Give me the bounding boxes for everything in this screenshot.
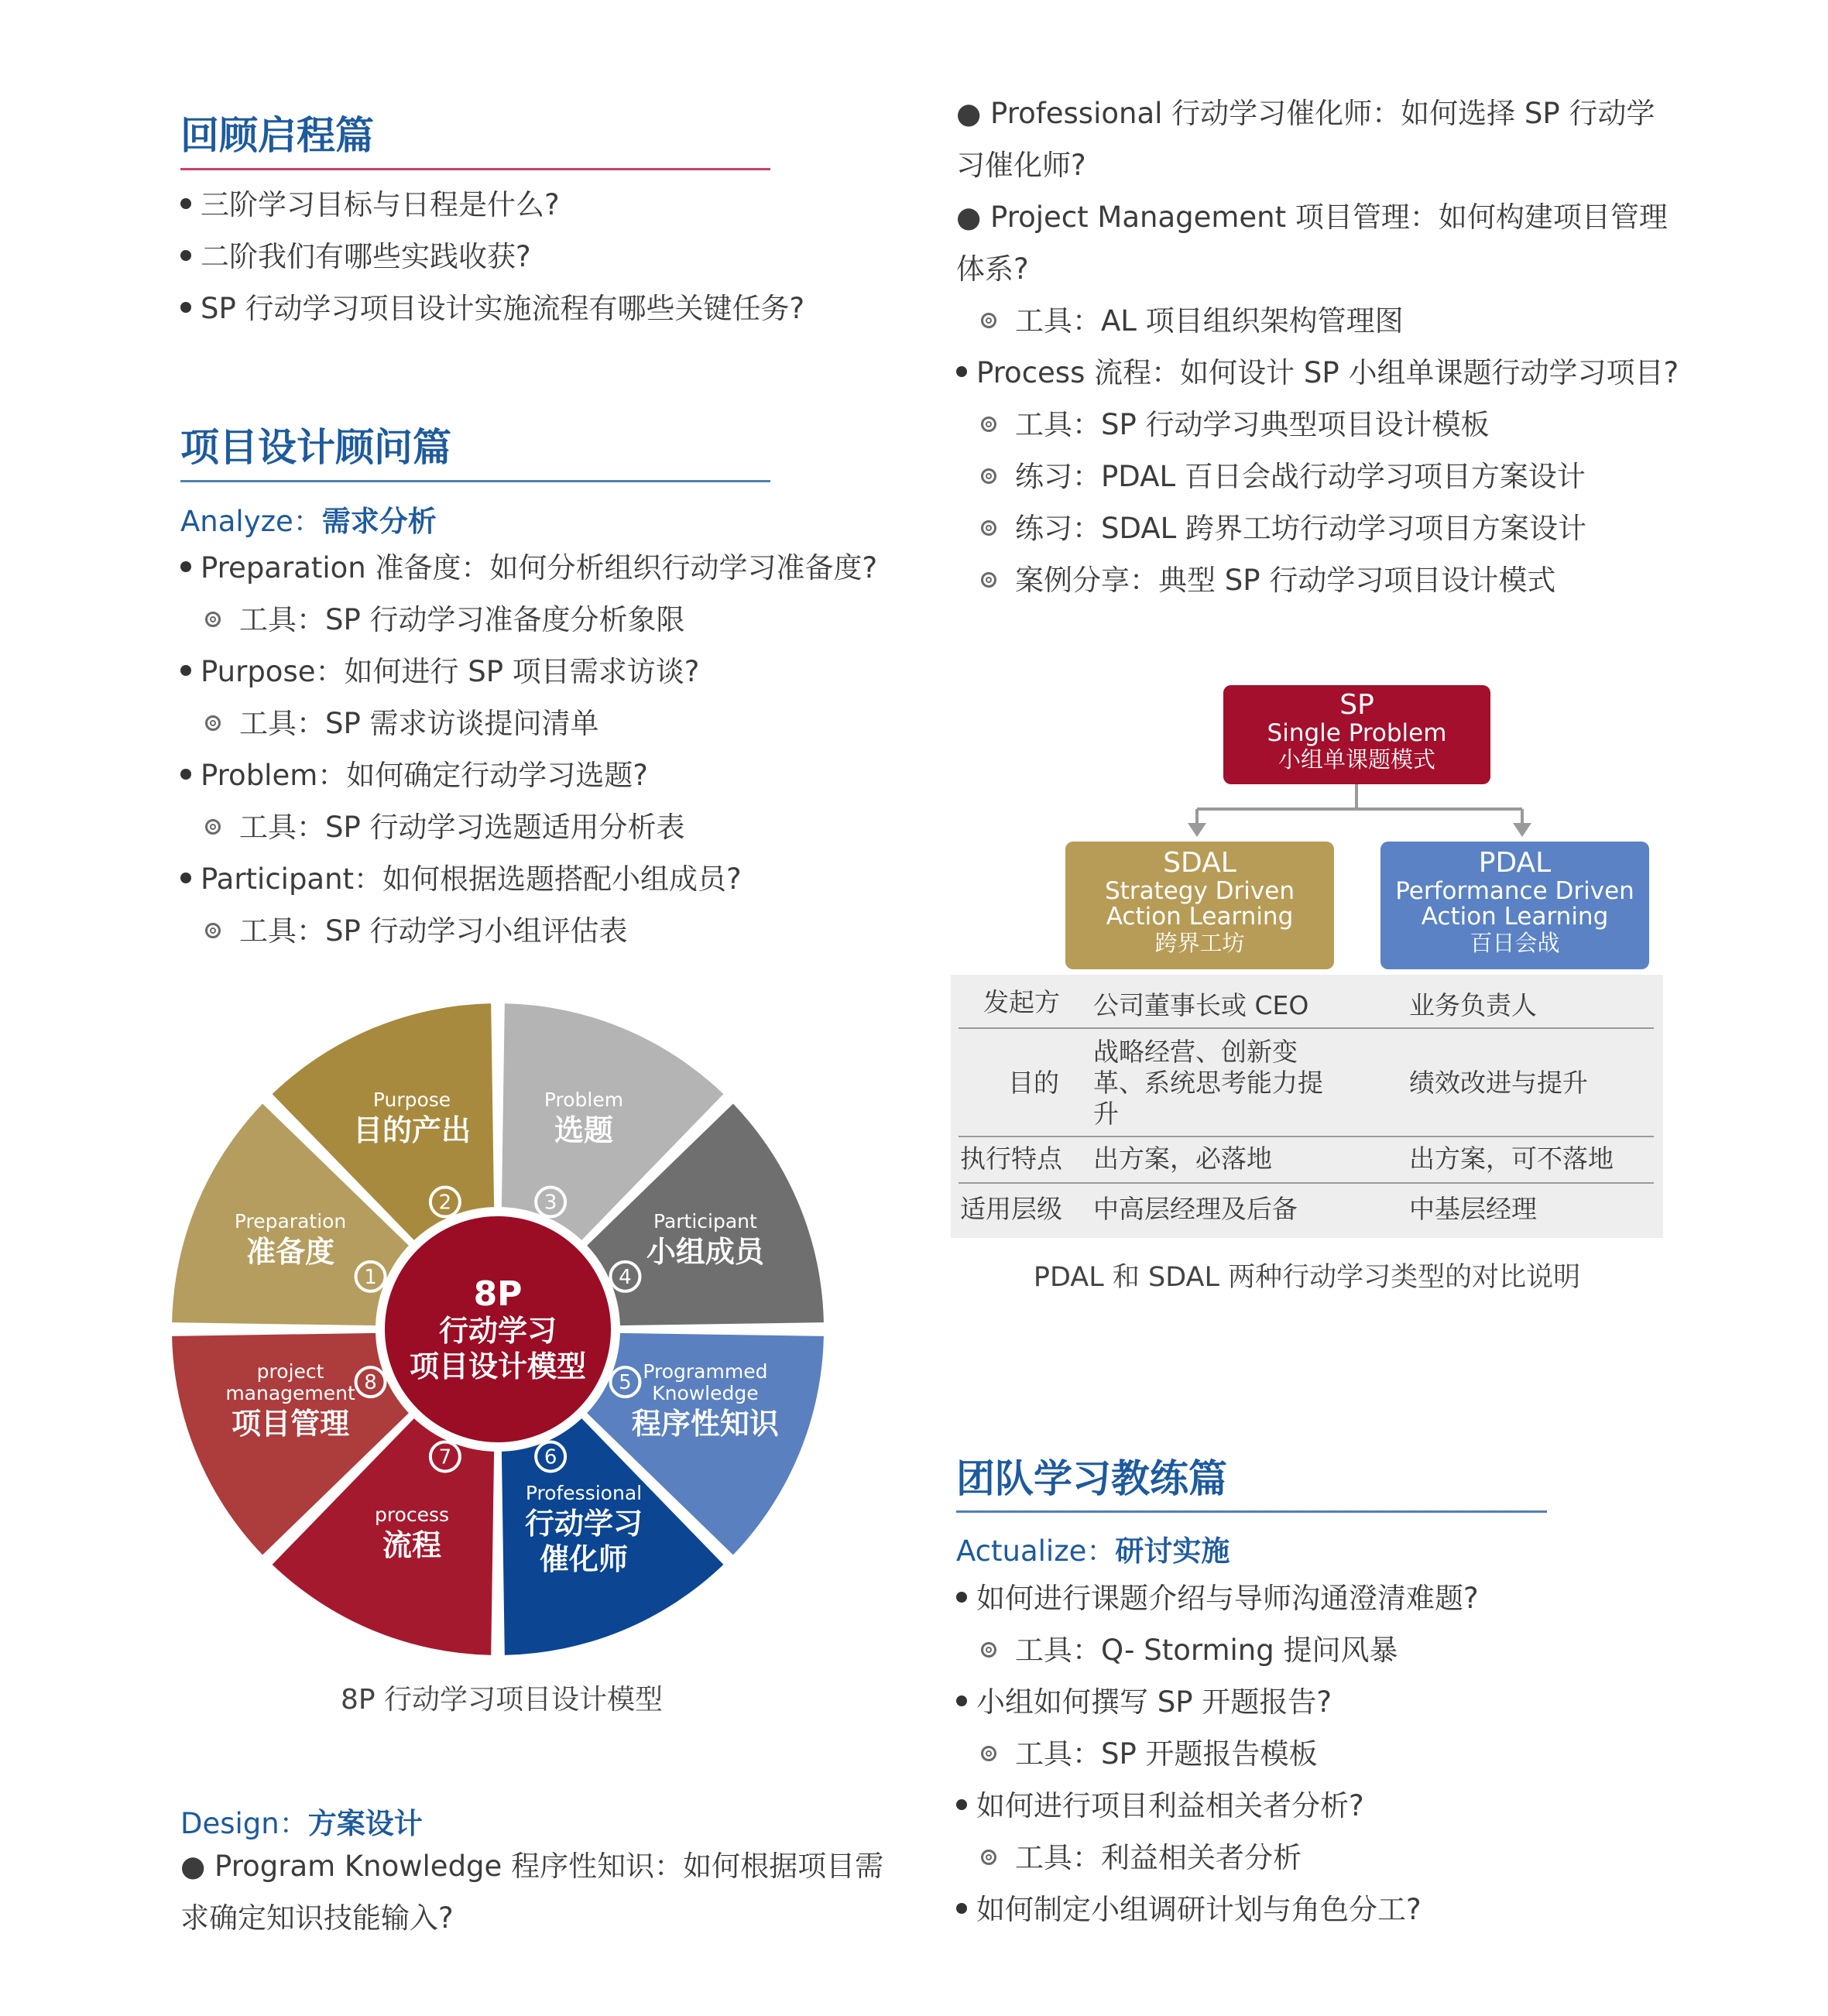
wheel-segment-title: 选题 — [554, 1113, 613, 1148]
bullet-icon — [956, 1695, 967, 1706]
wheel-center-line3: 项目设计模型 — [409, 1349, 587, 1383]
wheel-number: 8 — [364, 1371, 377, 1395]
double-circle-icon — [205, 819, 221, 835]
double-circle-icon — [981, 468, 996, 484]
tool-item: 工具：SP 开题报告模板 — [981, 1736, 1318, 1773]
wheel-segment-subtitle: Participant — [653, 1210, 757, 1233]
wheel-caption: 8P 行动学习项目设计模型 — [340, 1684, 664, 1716]
wheel-segment-subtitle: Professional — [525, 1481, 643, 1504]
wheel-number: 1 — [364, 1265, 377, 1289]
table-row-label: 发起方 — [983, 987, 1060, 1017]
list-item: 如何制定小组调研计划与角色分工? — [956, 1891, 1422, 1929]
bullet-icon — [180, 198, 191, 209]
bullet-icon — [956, 1592, 967, 1603]
design-item: ● Program Knowledge 程序性知识：如何根据项目需求确定知识技能输入? — [180, 1850, 884, 1935]
bullet-icon — [956, 366, 967, 377]
wheel-segment-title: 行动学习 — [524, 1506, 643, 1541]
sp-box: SP Single Problem 小组单课题模式 — [1223, 685, 1490, 784]
table-divider — [959, 1027, 1654, 1029]
bullet-icon — [956, 1903, 967, 1914]
table-cell: 业务负责人 — [1409, 990, 1537, 1020]
wheel-segment-title: 项目管理 — [232, 1406, 350, 1441]
bullet-icon — [180, 250, 191, 261]
wheel-number: 6 — [544, 1445, 557, 1469]
subsection-design: Design：方案设计 — [180, 1807, 423, 1840]
tool-item: 工具：SP 行动学习典型项目设计模板 — [981, 406, 1490, 444]
table-divider — [959, 1136, 1654, 1137]
list-item: Preparation 准备度：如何分析组织行动学习准备度? — [180, 550, 877, 587]
double-circle-icon — [981, 313, 996, 328]
double-circle-icon — [205, 923, 221, 938]
section-divider — [180, 480, 770, 482]
bullet-icon — [180, 873, 191, 883]
double-circle-icon — [981, 417, 996, 432]
table-cell: 战略经营、创新变革、系统思考能力提升 — [1093, 1037, 1323, 1129]
list-item: 小组如何撰写 SP 开题报告? — [956, 1684, 1332, 1721]
section-divider — [180, 168, 770, 170]
wheel-segment-subtitle: process — [374, 1503, 450, 1526]
wheel-segment-subtitle: management — [225, 1381, 355, 1404]
list-item: 三阶学习目标与日程是什么? — [180, 187, 560, 224]
list-item: ● Project Management 项目管理：如何构建项目管理体系? — [956, 201, 1668, 286]
pdal-box: PDAL Performance Driven Action Learning 百日会战 — [1380, 842, 1649, 969]
bullet-icon — [180, 665, 191, 676]
wheel-center-line1: 8P — [473, 1274, 523, 1314]
bullet-icon — [180, 302, 191, 313]
subsection-analyze: Analyze：需求分析 — [180, 505, 437, 538]
list-item: SP 行动学习项目设计实施流程有哪些关键任务? — [180, 290, 804, 327]
double-circle-icon — [205, 612, 221, 627]
8p-wheel-diagram — [167, 996, 835, 1663]
table-cell: 中基层经理 — [1409, 1194, 1537, 1224]
wheel-number: 3 — [544, 1191, 557, 1215]
double-circle-icon — [981, 572, 996, 588]
list-item: 二阶我们有哪些实践收获? — [180, 238, 531, 276]
section-title-consultant: 项目设计顾问篇 — [180, 425, 451, 470]
tool-item: 工具：SP 需求访谈提问清单 — [205, 705, 599, 742]
double-circle-icon — [981, 520, 996, 536]
wheel-segment-subtitle: Preparation — [234, 1210, 347, 1233]
tool-item: 工具：Q- Storming 提问风暴 — [981, 1632, 1398, 1669]
wheel-segment-title: 流程 — [382, 1527, 442, 1562]
list-item: Purpose：如何进行 SP 项目需求访谈? — [180, 653, 699, 691]
table-row-label: 目的 — [1008, 1068, 1059, 1098]
wheel-segment-title: 程序性知识 — [631, 1406, 779, 1441]
list-item: 如何进行课题介绍与导师沟通澄清难题? — [956, 1580, 1479, 1617]
wheel-segment-subtitle: project — [256, 1359, 324, 1383]
wheel-segment-title: 目的产出 — [353, 1113, 472, 1148]
table-cell: 绩效改进与提升 — [1409, 1068, 1588, 1098]
org-connectors — [1177, 784, 1541, 840]
comparison-table — [951, 975, 1663, 1238]
tool-item: 工具：SP 行动学习选题适用分析表 — [205, 809, 685, 846]
double-circle-icon — [981, 1850, 996, 1865]
list-item: Process 流程：如何设计 SP 小组单课题行动学习项目? — [956, 355, 1679, 392]
table-row-label: 适用层级 — [960, 1194, 1062, 1224]
bullet-icon — [180, 561, 191, 572]
table-row-label: 执行特点 — [960, 1143, 1062, 1174]
wheel-number: 7 — [438, 1445, 452, 1469]
double-circle-icon — [981, 1642, 996, 1658]
list-item: Participant：如何根据选题搭配小组成员? — [180, 861, 742, 898]
double-circle-icon — [981, 1746, 996, 1761]
table-cell: 出方案，可不落地 — [1409, 1143, 1614, 1174]
double-circle-icon — [205, 715, 221, 731]
section-divider — [956, 1510, 1547, 1513]
bullet-icon — [956, 1799, 967, 1810]
table-cell: 公司董事长或 CEO — [1093, 990, 1309, 1020]
table-divider — [959, 1182, 1654, 1184]
section-title-review: 回顾启程篇 — [180, 113, 374, 158]
tool-item: 练习：PDAL 百日会战行动学习项目方案设计 — [981, 458, 1586, 495]
bullet-icon — [180, 769, 191, 780]
wheel-number: 2 — [438, 1191, 452, 1215]
wheel-segment-subtitle: Purpose — [372, 1089, 451, 1112]
tool-item: 练习：SDAL 跨界工坊行动学习项目方案设计 — [981, 510, 1586, 547]
table-cell: 出方案，必落地 — [1093, 1143, 1272, 1174]
wheel-segment-subtitle: Programmed — [643, 1359, 768, 1383]
tool-item: 工具：SP 行动学习小组评估表 — [205, 913, 628, 950]
table-cell: 中高层经理及后备 — [1093, 1194, 1298, 1224]
wheel-segment-title: 催化师 — [539, 1541, 628, 1576]
list-item: 如何进行项目利益相关者分析? — [956, 1788, 1364, 1825]
wheel-segment-title: 小组成员 — [646, 1235, 764, 1270]
wheel-number: 5 — [619, 1371, 632, 1395]
comparison-caption: PDAL 和 SDAL 两种行动学习类型的对比说明 — [1033, 1262, 1581, 1293]
tool-item: 案例分享：典型 SP 行动学习项目设计模式 — [981, 562, 1555, 599]
tool-item: 工具：利益相关者分析 — [981, 1839, 1302, 1877]
wheel-segment-title: 准备度 — [246, 1235, 335, 1270]
tool-item: 工具：SP 行动学习准备度分析象限 — [205, 602, 685, 639]
section-title-coach: 团队学习教练篇 — [956, 1456, 1227, 1501]
wheel-segment-subtitle: Knowledge — [652, 1381, 759, 1404]
list-item: Problem：如何确定行动学习选题? — [180, 757, 648, 794]
list-item: ● Professional 行动学习催化师：如何选择 SP 行动学习催化师? — [956, 97, 1655, 182]
wheel-segment-subtitle: Problem — [544, 1089, 624, 1112]
wheel-center-line2: 行动学习 — [438, 1314, 557, 1348]
sdal-box: SDAL Strategy Driven Action Learning 跨界工坊 — [1065, 842, 1334, 969]
tool-item: 工具：AL 项目组织架构管理图 — [981, 303, 1404, 340]
wheel-number: 4 — [619, 1265, 632, 1289]
subsection-actualize: Actualize：研讨实施 — [956, 1534, 1230, 1568]
